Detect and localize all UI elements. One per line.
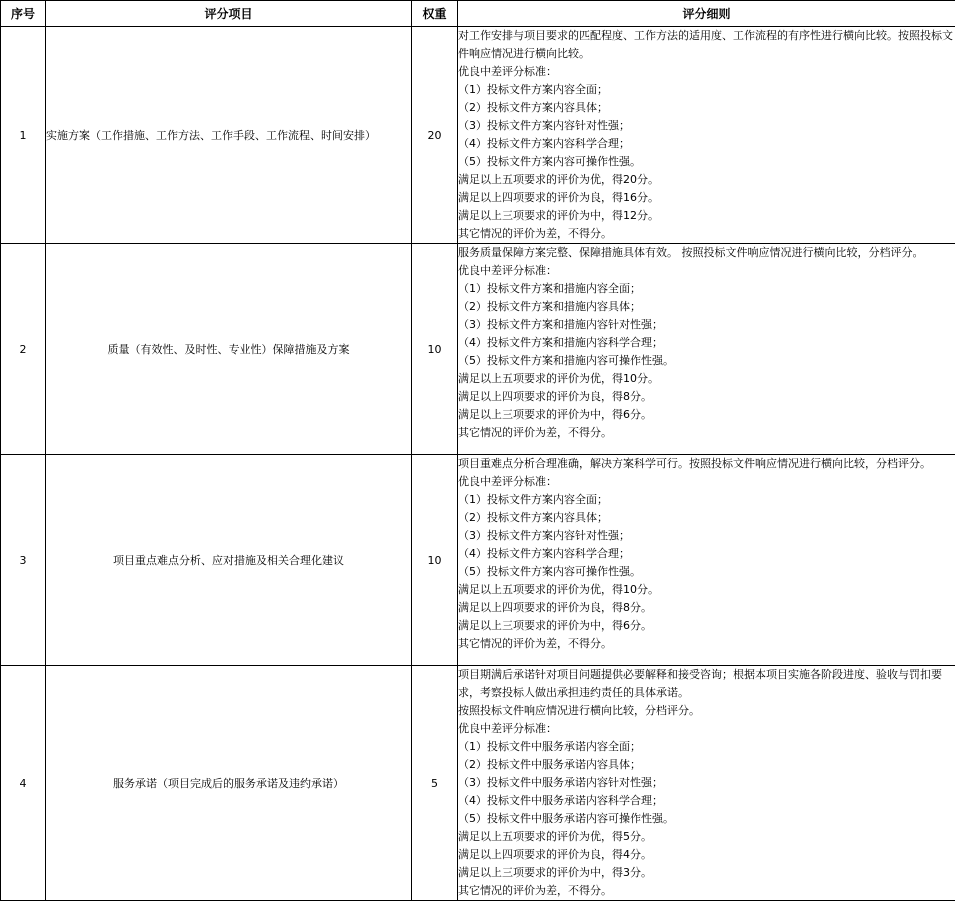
detail-line: （1）投标文件方案和措施内容全面；	[458, 280, 955, 298]
detail-line: 优良中差评分标准：	[458, 63, 955, 81]
detail-line: （5）投标文件方案和措施内容可操作性强。	[458, 352, 955, 370]
row-num: 1	[1, 27, 46, 244]
header-row	[1, 1, 955, 27]
table-row	[1, 455, 955, 666]
detail-line: 满足以上三项要求的评价为中，得6分。	[458, 617, 955, 635]
detail-line: 优良中差评分标准：	[458, 720, 955, 738]
detail-line: 满足以上三项要求的评价为中，得6分。	[458, 406, 955, 424]
detail-line: 满足以上五项要求的评价为优，得20分。	[458, 171, 955, 189]
table-row	[1, 244, 955, 455]
row-weight: 5	[412, 666, 458, 901]
row-num: 3	[1, 455, 46, 666]
detail-line: 满足以上五项要求的评价为优，得5分。	[458, 828, 955, 846]
row-detail	[458, 244, 955, 455]
header-detail: 评分细则	[458, 1, 955, 27]
detail-line: （2）投标文件方案内容具体；	[458, 509, 955, 527]
header-num: 序号	[1, 1, 46, 27]
table-row	[1, 27, 955, 244]
detail-line: 按照投标文件响应情况进行横向比较，分档评分。	[458, 702, 955, 720]
row-weight: 20	[412, 27, 458, 244]
detail-line: （4）投标文件方案内容科学合理；	[458, 545, 955, 563]
row-item: 项目重点难点分析、应对措施及相关合理化建议	[46, 455, 412, 666]
row-weight: 10	[412, 244, 458, 455]
detail-line: 其它情况的评价为差，不得分。	[458, 882, 955, 900]
row-weight: 10	[412, 455, 458, 666]
row-num: 2	[1, 244, 46, 455]
row-detail	[458, 27, 955, 244]
row-detail	[458, 455, 955, 666]
row-item: 服务承诺（项目完成后的服务承诺及违约承诺）	[46, 666, 412, 901]
detail-line: （3）投标文件方案内容针对性强；	[458, 117, 955, 135]
detail-line: （3）投标文件方案内容针对性强；	[458, 527, 955, 545]
detail-line: （1）投标文件中服务承诺内容全面；	[458, 738, 955, 756]
detail-line: （4）投标文件中服务承诺内容科学合理；	[458, 792, 955, 810]
detail-line: （5）投标文件中服务承诺内容可操作性强。	[458, 810, 955, 828]
detail-line: 优良中差评分标准：	[458, 473, 955, 491]
detail-line: （2）投标文件中服务承诺内容具体；	[458, 756, 955, 774]
detail-line: 对工作安排与项目要求的匹配程度、工作方法的适用度、工作流程的有序性进行横向比较。按照投标文件响应情况进行横向比较。	[458, 27, 955, 63]
detail-line: （5）投标文件方案内容可操作性强。	[458, 563, 955, 581]
detail-line: 其它情况的评价为差，不得分。	[458, 225, 955, 243]
detail-line: 其它情况的评价为差，不得分。	[458, 635, 955, 653]
detail-line: 满足以上四项要求的评价为良，得8分。	[458, 388, 955, 406]
detail-line: 满足以上五项要求的评价为优，得10分。	[458, 370, 955, 388]
detail-line: 服务质量保障方案完整、保障措施具体有效。 按照投标文件响应情况进行横向比较，分档评分。	[458, 244, 955, 262]
detail-line: 满足以上四项要求的评价为良，得16分。	[458, 189, 955, 207]
detail-line: （5）投标文件方案内容可操作性强。	[458, 153, 955, 171]
row-num: 4	[1, 666, 46, 901]
header-weight: 权重	[412, 1, 458, 27]
detail-line: 项目期满后承诺针对项目问题提供必要解释和接受咨询；根据本项目实施各阶段进度、验收与罚扣要求，考察投标人做出承担违约责任的具体承诺。	[458, 666, 955, 702]
table-row	[1, 666, 955, 901]
detail-line: （2）投标文件方案和措施内容具体；	[458, 298, 955, 316]
header-item: 评分项目	[46, 1, 412, 27]
detail-line: 满足以上五项要求的评价为优，得10分。	[458, 581, 955, 599]
detail-line: 满足以上四项要求的评价为良，得8分。	[458, 599, 955, 617]
row-item: 质量（有效性、及时性、专业性）保障措施及方案	[46, 244, 412, 455]
detail-line: 满足以上四项要求的评价为良，得4分。	[458, 846, 955, 864]
detail-line: 其它情况的评价为差，不得分。	[458, 424, 955, 442]
detail-line: （3）投标文件方案和措施内容针对性强；	[458, 316, 955, 334]
detail-line: （2）投标文件方案内容具体；	[458, 99, 955, 117]
detail-line: （4）投标文件方案和措施内容科学合理；	[458, 334, 955, 352]
detail-line: （3）投标文件中服务承诺内容针对性强；	[458, 774, 955, 792]
detail-line: （1）投标文件方案内容全面；	[458, 81, 955, 99]
row-detail	[458, 666, 955, 901]
row-item: 实施方案（工作措施、工作方法、工作手段、工作流程、时间安排）	[46, 27, 412, 244]
detail-line: 优良中差评分标准：	[458, 262, 955, 280]
detail-line: 项目重难点分析合理准确，解决方案科学可行。按照投标文件响应情况进行横向比较，分档评分。	[458, 455, 955, 473]
detail-line: 满足以上三项要求的评价为中，得3分。	[458, 864, 955, 882]
detail-line: （4）投标文件方案内容科学合理；	[458, 135, 955, 153]
detail-line: 满足以上三项要求的评价为中，得12分。	[458, 207, 955, 225]
detail-line: （1）投标文件方案内容全面；	[458, 491, 955, 509]
